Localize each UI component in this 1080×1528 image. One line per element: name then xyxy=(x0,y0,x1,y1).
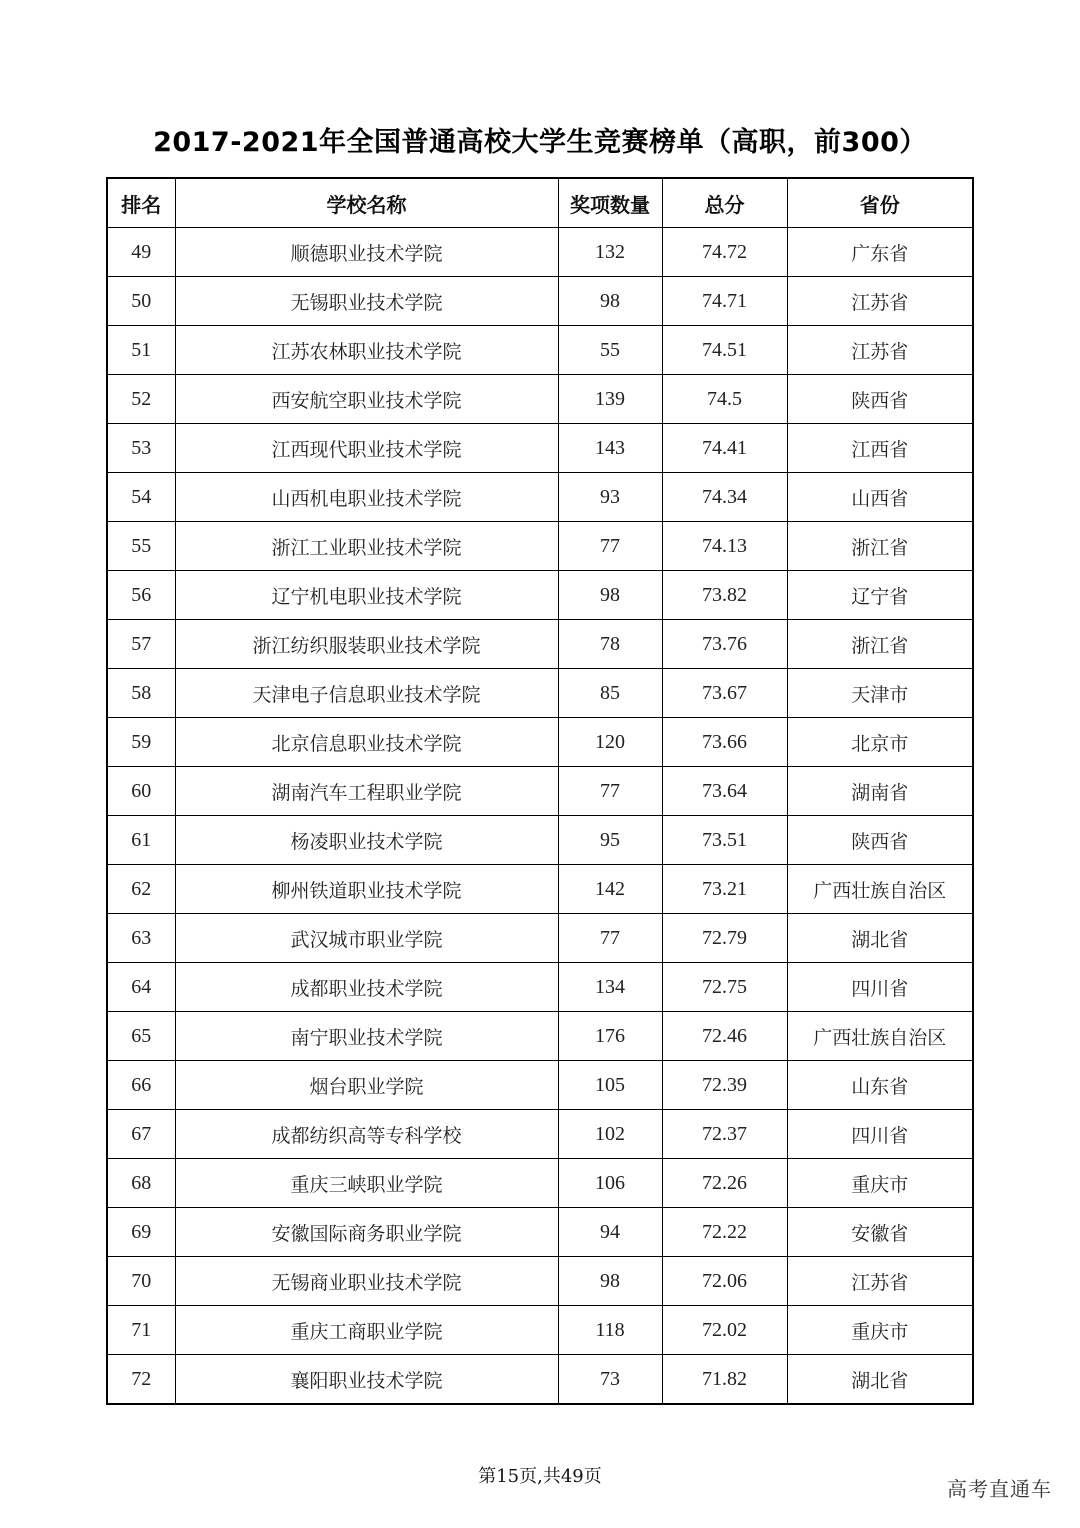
school-name-cell: 浙江纺织服装职业技术学院 xyxy=(175,620,558,669)
province-cell: 四川省 xyxy=(787,963,973,1012)
total-score-cell: 73.67 xyxy=(662,669,787,718)
province-cell: 安徽省 xyxy=(787,1208,973,1257)
table-row xyxy=(107,571,973,620)
province-cell: 广西壮族自治区 xyxy=(787,1012,973,1061)
header-province: 省份 xyxy=(787,178,973,228)
province-cell: 重庆市 xyxy=(787,1159,973,1208)
header-award-count: 奖项数量 xyxy=(558,178,662,228)
table-row xyxy=(107,620,973,669)
table-row xyxy=(107,1355,973,1405)
rank-cell: 50 xyxy=(107,277,175,326)
award-count-cell: 93 xyxy=(558,473,662,522)
total-score-cell: 71.82 xyxy=(662,1355,787,1405)
table-row xyxy=(107,277,973,326)
school-name-cell: 江苏农林职业技术学院 xyxy=(175,326,558,375)
table-row xyxy=(107,669,973,718)
school-name-cell: 南宁职业技术学院 xyxy=(175,1012,558,1061)
province-cell: 江苏省 xyxy=(787,326,973,375)
rank-cell: 53 xyxy=(107,424,175,473)
rank-cell: 52 xyxy=(107,375,175,424)
table-row xyxy=(107,865,973,914)
header-total-score: 总分 xyxy=(662,178,787,228)
total-score-cell: 72.37 xyxy=(662,1110,787,1159)
rank-cell: 68 xyxy=(107,1159,175,1208)
header-row xyxy=(107,178,973,228)
rank-cell: 59 xyxy=(107,718,175,767)
total-score-cell: 74.41 xyxy=(662,424,787,473)
header-rank: 排名 xyxy=(107,178,175,228)
school-name-cell: 北京信息职业技术学院 xyxy=(175,718,558,767)
table-row xyxy=(107,963,973,1012)
award-count-cell: 77 xyxy=(558,767,662,816)
school-name-cell: 襄阳职业技术学院 xyxy=(175,1355,558,1405)
table-row xyxy=(107,1257,973,1306)
school-name-cell: 重庆三峡职业学院 xyxy=(175,1159,558,1208)
table-row xyxy=(107,1012,973,1061)
school-name-cell: 武汉城市职业学院 xyxy=(175,914,558,963)
watermark-text: 高考直通车 xyxy=(947,1477,1052,1501)
rank-cell: 60 xyxy=(107,767,175,816)
total-score-cell: 72.79 xyxy=(662,914,787,963)
school-name-cell: 湖南汽车工程职业学院 xyxy=(175,767,558,816)
rank-cell: 69 xyxy=(107,1208,175,1257)
school-name-cell: 安徽国际商务职业学院 xyxy=(175,1208,558,1257)
province-cell: 四川省 xyxy=(787,1110,973,1159)
rank-cell: 72 xyxy=(107,1355,175,1405)
total-score-cell: 73.21 xyxy=(662,865,787,914)
province-cell: 浙江省 xyxy=(787,620,973,669)
total-score-cell: 74.34 xyxy=(662,473,787,522)
award-count-cell: 102 xyxy=(558,1110,662,1159)
table-row xyxy=(107,718,973,767)
province-cell: 天津市 xyxy=(787,669,973,718)
table-row xyxy=(107,1306,973,1355)
table-row xyxy=(107,767,973,816)
award-count-cell: 77 xyxy=(558,522,662,571)
school-name-cell: 成都职业技术学院 xyxy=(175,963,558,1012)
province-cell: 湖北省 xyxy=(787,914,973,963)
total-score-cell: 73.51 xyxy=(662,816,787,865)
school-name-cell: 浙江工业职业技术学院 xyxy=(175,522,558,571)
award-count-cell: 98 xyxy=(558,1257,662,1306)
award-count-cell: 118 xyxy=(558,1306,662,1355)
award-count-cell: 143 xyxy=(558,424,662,473)
school-name-cell: 杨凌职业技术学院 xyxy=(175,816,558,865)
award-count-cell: 78 xyxy=(558,620,662,669)
award-count-cell: 73 xyxy=(558,1355,662,1405)
province-cell: 湖南省 xyxy=(787,767,973,816)
school-name-cell: 西安航空职业技术学院 xyxy=(175,375,558,424)
table-row xyxy=(107,1159,973,1208)
table-row xyxy=(107,1061,973,1110)
total-score-cell: 72.22 xyxy=(662,1208,787,1257)
table-row xyxy=(107,1110,973,1159)
table-row xyxy=(107,375,973,424)
table-row xyxy=(107,424,973,473)
award-count-cell: 132 xyxy=(558,228,662,277)
rank-cell: 61 xyxy=(107,816,175,865)
school-name-cell: 成都纺织高等专科学校 xyxy=(175,1110,558,1159)
total-score-cell: 72.46 xyxy=(662,1012,787,1061)
province-cell: 湖北省 xyxy=(787,1355,973,1405)
rank-cell: 62 xyxy=(107,865,175,914)
total-score-cell: 72.39 xyxy=(662,1061,787,1110)
table-row xyxy=(107,326,973,375)
school-name-cell: 辽宁机电职业技术学院 xyxy=(175,571,558,620)
rank-cell: 55 xyxy=(107,522,175,571)
award-count-cell: 120 xyxy=(558,718,662,767)
school-name-cell: 山西机电职业技术学院 xyxy=(175,473,558,522)
school-name-cell: 江西现代职业技术学院 xyxy=(175,424,558,473)
total-score-cell: 74.72 xyxy=(662,228,787,277)
province-cell: 江苏省 xyxy=(787,277,973,326)
award-count-cell: 98 xyxy=(558,277,662,326)
total-score-cell: 73.82 xyxy=(662,571,787,620)
ranking-table xyxy=(106,177,974,1405)
rank-cell: 64 xyxy=(107,963,175,1012)
header-school-name: 学校名称 xyxy=(175,178,558,228)
total-score-cell: 72.75 xyxy=(662,963,787,1012)
total-score-cell: 73.66 xyxy=(662,718,787,767)
table-header xyxy=(107,178,973,228)
total-score-cell: 74.71 xyxy=(662,277,787,326)
province-cell: 陕西省 xyxy=(787,375,973,424)
total-score-cell: 73.76 xyxy=(662,620,787,669)
rank-cell: 54 xyxy=(107,473,175,522)
province-cell: 江苏省 xyxy=(787,1257,973,1306)
school-name-cell: 烟台职业学院 xyxy=(175,1061,558,1110)
page-indicator: 第15页,共49页 xyxy=(478,1466,602,1487)
rank-cell: 66 xyxy=(107,1061,175,1110)
award-count-cell: 139 xyxy=(558,375,662,424)
total-score-cell: 73.64 xyxy=(662,767,787,816)
rank-cell: 65 xyxy=(107,1012,175,1061)
province-cell: 北京市 xyxy=(787,718,973,767)
table-row xyxy=(107,914,973,963)
table-row xyxy=(107,473,973,522)
table-row xyxy=(107,816,973,865)
table-body xyxy=(107,228,973,1405)
award-count-cell: 95 xyxy=(558,816,662,865)
school-name-cell: 天津电子信息职业技术学院 xyxy=(175,669,558,718)
rank-cell: 67 xyxy=(107,1110,175,1159)
province-cell: 山西省 xyxy=(787,473,973,522)
province-cell: 陕西省 xyxy=(787,816,973,865)
total-score-cell: 72.06 xyxy=(662,1257,787,1306)
table-row xyxy=(107,1208,973,1257)
province-cell: 山东省 xyxy=(787,1061,973,1110)
table-row xyxy=(107,228,973,277)
award-count-cell: 134 xyxy=(558,963,662,1012)
rank-cell: 56 xyxy=(107,571,175,620)
rank-cell: 71 xyxy=(107,1306,175,1355)
total-score-cell: 72.26 xyxy=(662,1159,787,1208)
award-count-cell: 94 xyxy=(558,1208,662,1257)
award-count-cell: 142 xyxy=(558,865,662,914)
province-cell: 重庆市 xyxy=(787,1306,973,1355)
rank-cell: 58 xyxy=(107,669,175,718)
rank-cell: 49 xyxy=(107,228,175,277)
award-count-cell: 55 xyxy=(558,326,662,375)
total-score-cell: 74.13 xyxy=(662,522,787,571)
school-name-cell: 重庆工商职业学院 xyxy=(175,1306,558,1355)
province-cell: 广西壮族自治区 xyxy=(787,865,973,914)
award-count-cell: 176 xyxy=(558,1012,662,1061)
rank-cell: 70 xyxy=(107,1257,175,1306)
total-score-cell: 74.51 xyxy=(662,326,787,375)
total-score-cell: 74.5 xyxy=(662,375,787,424)
award-count-cell: 98 xyxy=(558,571,662,620)
rank-cell: 51 xyxy=(107,326,175,375)
award-count-cell: 106 xyxy=(558,1159,662,1208)
school-name-cell: 顺德职业技术学院 xyxy=(175,228,558,277)
table-row xyxy=(107,522,973,571)
province-cell: 江西省 xyxy=(787,424,973,473)
school-name-cell: 无锡商业职业技术学院 xyxy=(175,1257,558,1306)
province-cell: 浙江省 xyxy=(787,522,973,571)
province-cell: 辽宁省 xyxy=(787,571,973,620)
award-count-cell: 105 xyxy=(558,1061,662,1110)
total-score-cell: 72.02 xyxy=(662,1306,787,1355)
rank-cell: 63 xyxy=(107,914,175,963)
rank-cell: 57 xyxy=(107,620,175,669)
school-name-cell: 无锡职业技术学院 xyxy=(175,277,558,326)
award-count-cell: 77 xyxy=(558,914,662,963)
province-cell: 广东省 xyxy=(787,228,973,277)
school-name-cell: 柳州铁道职业技术学院 xyxy=(175,865,558,914)
award-count-cell: 85 xyxy=(558,669,662,718)
page-title: 2017-2021年全国普通高校大学生竞赛榜单（高职，前300） xyxy=(153,127,927,158)
